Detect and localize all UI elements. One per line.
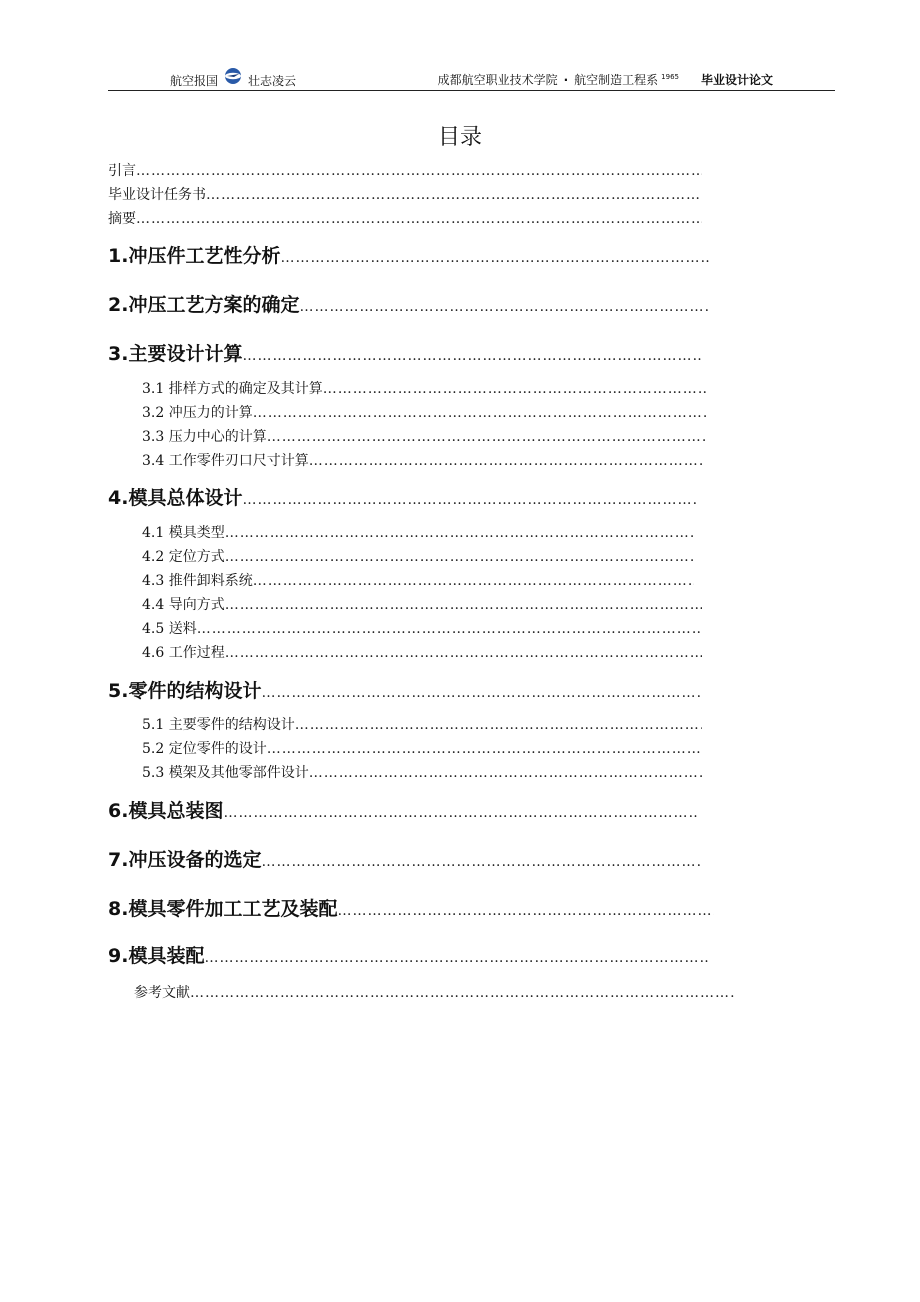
toc-chapter[interactable] xyxy=(108,339,702,366)
toc-section-label: 3.2 冲压力的计算 xyxy=(142,405,253,421)
toc-leader xyxy=(204,950,708,966)
motto-left: 航空报国 xyxy=(170,73,219,88)
header-institution xyxy=(438,71,773,88)
toc-leader xyxy=(309,765,702,781)
toc-entry[interactable] xyxy=(108,184,702,204)
toc-leader xyxy=(309,453,702,469)
toc-chapter[interactable] xyxy=(108,941,708,968)
toc-leader xyxy=(242,492,698,508)
toc-section-label: 5.3 模架及其他零部件设计 xyxy=(142,765,309,781)
toc-section[interactable] xyxy=(142,402,706,422)
toc-leader xyxy=(225,549,694,565)
toc-leader xyxy=(225,597,702,613)
toc-chapter-label: 6.模具总装图 xyxy=(108,800,224,822)
toc-section-label: 4.1 模具类型 xyxy=(142,525,225,541)
toc-section[interactable] xyxy=(142,522,694,542)
toc-chapter-label: 9.模具装配 xyxy=(108,945,205,967)
toc-section-label: 4.4 导向方式 xyxy=(142,597,225,613)
toc-section-label: 4.2 定位方式 xyxy=(142,549,225,565)
toc-leader xyxy=(253,573,694,589)
toc-chapter[interactable] xyxy=(108,796,698,823)
toc-leader xyxy=(261,685,700,701)
toc-chapter-label: 8.模具零件加工工艺及装配 xyxy=(108,898,338,920)
toc-entry[interactable] xyxy=(108,160,702,180)
toc-leader xyxy=(267,741,702,757)
toc-leader xyxy=(295,717,702,733)
wing-emblem-icon xyxy=(224,67,242,85)
toc-references-label: 参考文献 xyxy=(134,985,190,1001)
toc-section-label: 3.4 工作零件刃口尺寸计算 xyxy=(142,453,309,469)
toc-entry-label: 毕业设计任务书 xyxy=(108,187,206,203)
toc-leader xyxy=(299,299,710,315)
toc-leader xyxy=(190,985,734,1001)
toc-chapter-label: 3.主要设计计算 xyxy=(108,343,243,365)
page-title: 目录 xyxy=(437,125,482,150)
toc-section-label: 5.1 主要零件的结构设计 xyxy=(142,717,295,733)
toc-section[interactable] xyxy=(142,570,694,590)
toc-section[interactable] xyxy=(142,426,706,446)
page-header xyxy=(108,66,835,91)
toc-entry-label: 引言 xyxy=(108,163,136,179)
toc-section[interactable] xyxy=(142,618,702,638)
toc-chapter-label: 2.冲压工艺方案的确定 xyxy=(108,294,300,316)
toc-leader xyxy=(136,211,702,227)
toc-chapter[interactable] xyxy=(108,845,700,872)
toc-section[interactable] xyxy=(142,546,694,566)
toc-section[interactable] xyxy=(142,594,702,614)
toc-section[interactable] xyxy=(142,762,702,782)
toc-chapter[interactable] xyxy=(108,241,710,268)
department-name: 航空制造工程系 xyxy=(574,73,659,87)
toc-section-label: 3.3 压力中心的计算 xyxy=(142,429,267,445)
toc-section[interactable] xyxy=(142,714,702,734)
toc-section-label: 4.6 工作过程 xyxy=(142,645,225,661)
toc-section[interactable] xyxy=(142,642,702,662)
toc-section[interactable] xyxy=(142,738,702,758)
toc-leader xyxy=(280,250,710,266)
school-name: 成都航空职业技术学院 xyxy=(437,73,558,87)
toc-chapter[interactable] xyxy=(108,290,710,317)
toc-leader xyxy=(223,805,698,821)
founding-year: 1965 xyxy=(661,73,679,81)
thesis-label: 毕业设计论文 xyxy=(700,73,773,87)
toc-leader xyxy=(136,163,702,179)
toc-section-label: 3.1 排样方式的确定及其计算 xyxy=(142,381,323,397)
toc-entry-label: 摘要 xyxy=(108,211,136,227)
toc-references[interactable] xyxy=(134,982,734,1002)
toc-section[interactable] xyxy=(142,378,706,398)
toc-leader xyxy=(323,381,706,397)
toc-leader xyxy=(225,645,702,661)
toc-leader xyxy=(242,348,702,364)
toc-leader xyxy=(253,405,706,421)
toc-chapter-label: 4.模具总体设计 xyxy=(108,487,243,509)
toc-leader xyxy=(206,187,702,203)
toc-chapter[interactable] xyxy=(108,676,700,703)
header-separator: · xyxy=(563,73,569,87)
toc-leader xyxy=(261,854,700,870)
toc-section[interactable] xyxy=(142,450,702,470)
toc-chapter[interactable] xyxy=(108,894,714,921)
toc-chapter[interactable] xyxy=(108,483,698,510)
toc-leader xyxy=(337,903,714,919)
toc-section-label: 4.5 送料 xyxy=(142,621,197,637)
toc-entry[interactable] xyxy=(108,208,702,228)
header-motto xyxy=(170,71,296,89)
toc-leader xyxy=(267,429,706,445)
toc-section-label: 5.2 定位零件的设计 xyxy=(142,741,267,757)
toc-chapter-label: 5.零件的结构设计 xyxy=(108,680,262,702)
toc-chapter-label: 1.冲压件工艺性分析 xyxy=(108,245,281,267)
motto-right: 壮志凌云 xyxy=(248,73,297,88)
toc-leader xyxy=(197,621,702,637)
toc-chapter-label: 7.冲压设备的选定 xyxy=(108,849,262,871)
toc-section-label: 4.3 推件卸料系统 xyxy=(142,573,253,589)
toc-leader xyxy=(225,525,694,541)
